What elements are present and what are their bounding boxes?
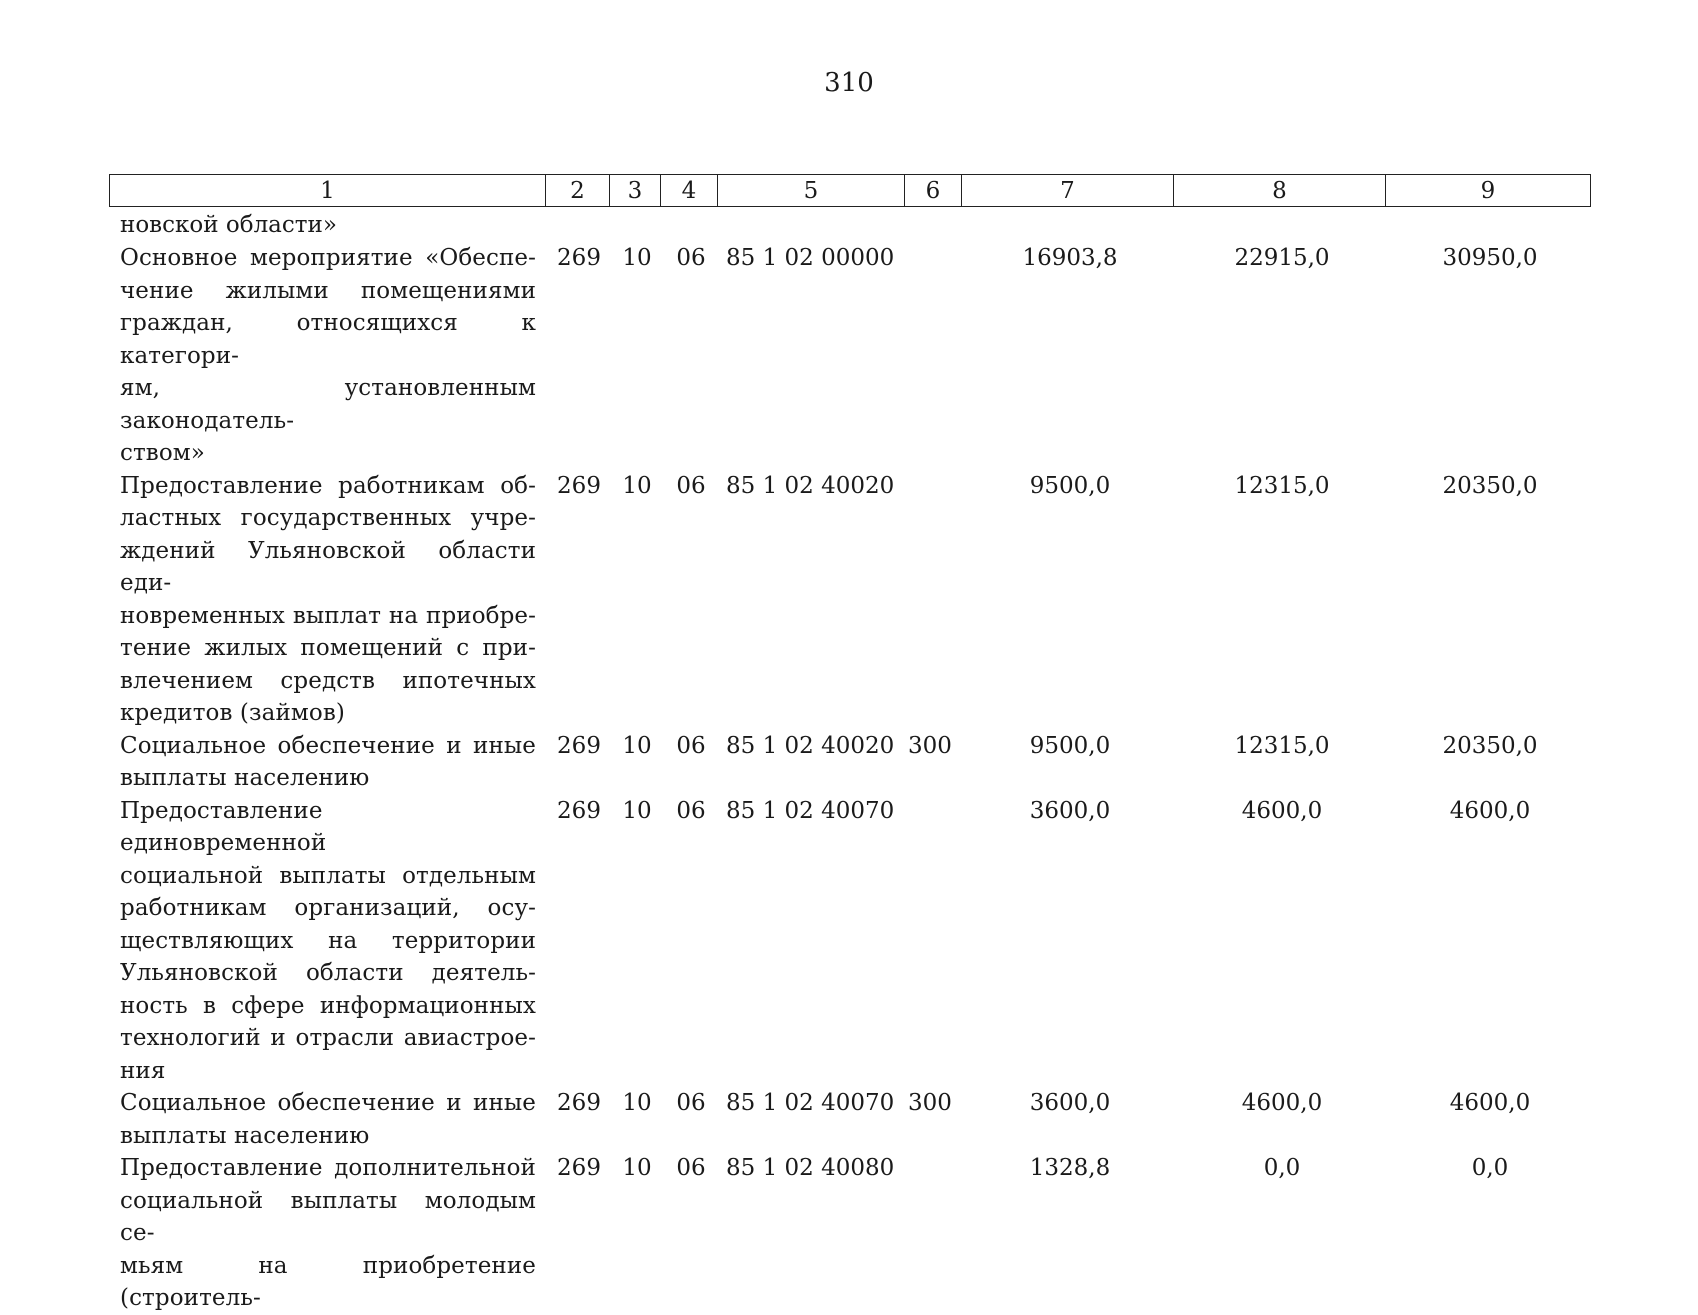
cell-col-3: 10 xyxy=(622,1155,652,1181)
row-name xyxy=(120,470,536,730)
row-name-line: социальной выплаты молодым се- xyxy=(120,1187,536,1246)
cell-col-2: 269 xyxy=(557,245,601,271)
row-name-line: Социальное обеспечение и иные xyxy=(120,1090,536,1116)
cell-col-2: 269 xyxy=(557,732,601,759)
header-col-1: 1 xyxy=(109,174,546,207)
row-name-line: ность в сфере информационных xyxy=(120,992,536,1019)
cell-col-4: 06 xyxy=(676,797,706,824)
header-col-5: 5 xyxy=(717,174,905,207)
cell-col-2: 269 xyxy=(557,797,601,824)
table-body xyxy=(0,242,1538,1315)
row-name-line: Ульяновской области деятель- xyxy=(120,960,536,986)
row-name-line: ществляющих на территории xyxy=(120,927,536,954)
row-name-line: социальной выплаты отдельным xyxy=(120,862,536,889)
cell-col-8: 22915,0 xyxy=(1234,245,1330,271)
row-name xyxy=(120,242,536,470)
header-col-4: 4 xyxy=(660,174,718,207)
row-name-line: ния xyxy=(120,1057,166,1084)
cell-col-8: 0,0 xyxy=(1263,1155,1301,1181)
row-name-line: выплаты населению xyxy=(120,765,370,791)
cell-col-8: 12315,0 xyxy=(1234,732,1330,759)
header-col-7: 7 xyxy=(961,174,1174,207)
header-col-3: 3 xyxy=(609,174,661,207)
cell-col-9: 20350,0 xyxy=(1442,472,1538,499)
row-name-line: чение жилыми помещениями xyxy=(120,277,536,304)
cell-col-2: 269 xyxy=(557,1090,601,1116)
cell-col-9: 4600,0 xyxy=(1449,797,1531,824)
row-name xyxy=(120,730,536,795)
page-number: 310 xyxy=(824,68,874,98)
cell-col-5: 85 1 02 40070 xyxy=(726,797,895,824)
cell-col-3: 10 xyxy=(622,245,652,271)
cell-col-3: 10 xyxy=(622,472,652,499)
cell-col-5: 85 1 02 40080 xyxy=(726,1155,895,1181)
header-col-8: 8 xyxy=(1173,174,1386,207)
row-name-line: ям, установленным законодатель- xyxy=(120,375,536,434)
table-row xyxy=(0,730,1538,795)
row-name-line: новременных выплат на приобре- xyxy=(120,602,536,629)
cell-col-7: 9500,0 xyxy=(1029,472,1111,499)
cell-col-9: 30950,0 xyxy=(1442,245,1538,271)
cell-col-5: 85 1 02 40020 xyxy=(726,732,895,759)
table-row xyxy=(0,795,1531,1088)
cell-col-9: 4600,0 xyxy=(1449,1090,1531,1116)
table-row xyxy=(0,1087,1531,1152)
cell-col-5: 85 1 02 40020 xyxy=(726,472,895,499)
cell-col-6: 300 xyxy=(908,732,952,759)
row-name-line: кредитов (займов) xyxy=(120,700,345,726)
cell-col-3: 10 xyxy=(622,732,652,759)
header-col-9: 9 xyxy=(1385,174,1591,207)
cell-col-7: 3600,0 xyxy=(1029,797,1111,824)
table-row xyxy=(0,470,1538,730)
cell-col-6: 300 xyxy=(908,1090,952,1116)
table-row xyxy=(0,242,1538,470)
row-name-line: ством» xyxy=(120,440,205,466)
row-name-line: граждан, относящихся к категори- xyxy=(120,310,536,369)
cell-col-4: 06 xyxy=(676,732,706,759)
cell-col-8: 4600,0 xyxy=(1241,1090,1323,1116)
cell-col-7: 16903,8 xyxy=(1022,245,1118,271)
row-name-line: Предоставление работникам об- xyxy=(120,472,536,499)
row-name-line: влечением средств ипотечных xyxy=(120,667,536,694)
row-name-line: Предоставление дополнительной xyxy=(120,1155,536,1181)
row-name-line: Предоставление единовременной xyxy=(120,797,327,856)
row-name-line: тение жилых помещений с при- xyxy=(120,635,536,661)
cell-col-3: 10 xyxy=(622,1090,652,1116)
row-name-line: ластных государственных учре- xyxy=(120,505,536,531)
cell-col-4: 06 xyxy=(676,1155,706,1181)
cell-col-8: 4600,0 xyxy=(1241,797,1323,824)
row-name-line: Социальное обеспечение и иные xyxy=(120,732,536,759)
header-col-6: 6 xyxy=(904,174,962,207)
table-row xyxy=(0,1152,1509,1315)
row-name xyxy=(120,1152,536,1315)
cell-col-7: 1328,8 xyxy=(1029,1155,1111,1181)
row-name-line: ждений Ульяновской области еди- xyxy=(120,537,536,596)
row-name-line: работникам организаций, осу- xyxy=(120,895,536,921)
cell-col-7: 9500,0 xyxy=(1029,732,1111,759)
row-name-line: выплаты населению xyxy=(120,1122,370,1149)
cell-col-4: 06 xyxy=(676,1090,706,1116)
row-name-line: мьям на приобретение (строитель- xyxy=(120,1252,536,1311)
row-name-line: Основное мероприятие «Обеспе- xyxy=(120,245,536,271)
cell-col-5: 85 1 02 40070 xyxy=(726,1090,895,1116)
continuation-text: новской области» xyxy=(120,212,337,238)
cell-col-7: 3600,0 xyxy=(1029,1090,1111,1116)
row-name xyxy=(120,1087,536,1152)
cell-col-2: 269 xyxy=(557,1155,601,1181)
cell-col-4: 06 xyxy=(676,472,706,499)
cell-col-3: 10 xyxy=(622,797,652,824)
cell-col-2: 269 xyxy=(557,472,601,499)
header-col-2: 2 xyxy=(545,174,610,207)
table-header xyxy=(109,174,1591,207)
cell-col-9: 0,0 xyxy=(1471,1155,1509,1181)
row-name-line: технологий и отрасли авиастрое- xyxy=(120,1025,536,1051)
cell-col-8: 12315,0 xyxy=(1234,472,1330,499)
cell-col-9: 20350,0 xyxy=(1442,732,1538,759)
cell-col-5: 85 1 02 00000 xyxy=(726,245,895,271)
row-name xyxy=(120,795,536,1088)
cell-col-4: 06 xyxy=(676,245,706,271)
